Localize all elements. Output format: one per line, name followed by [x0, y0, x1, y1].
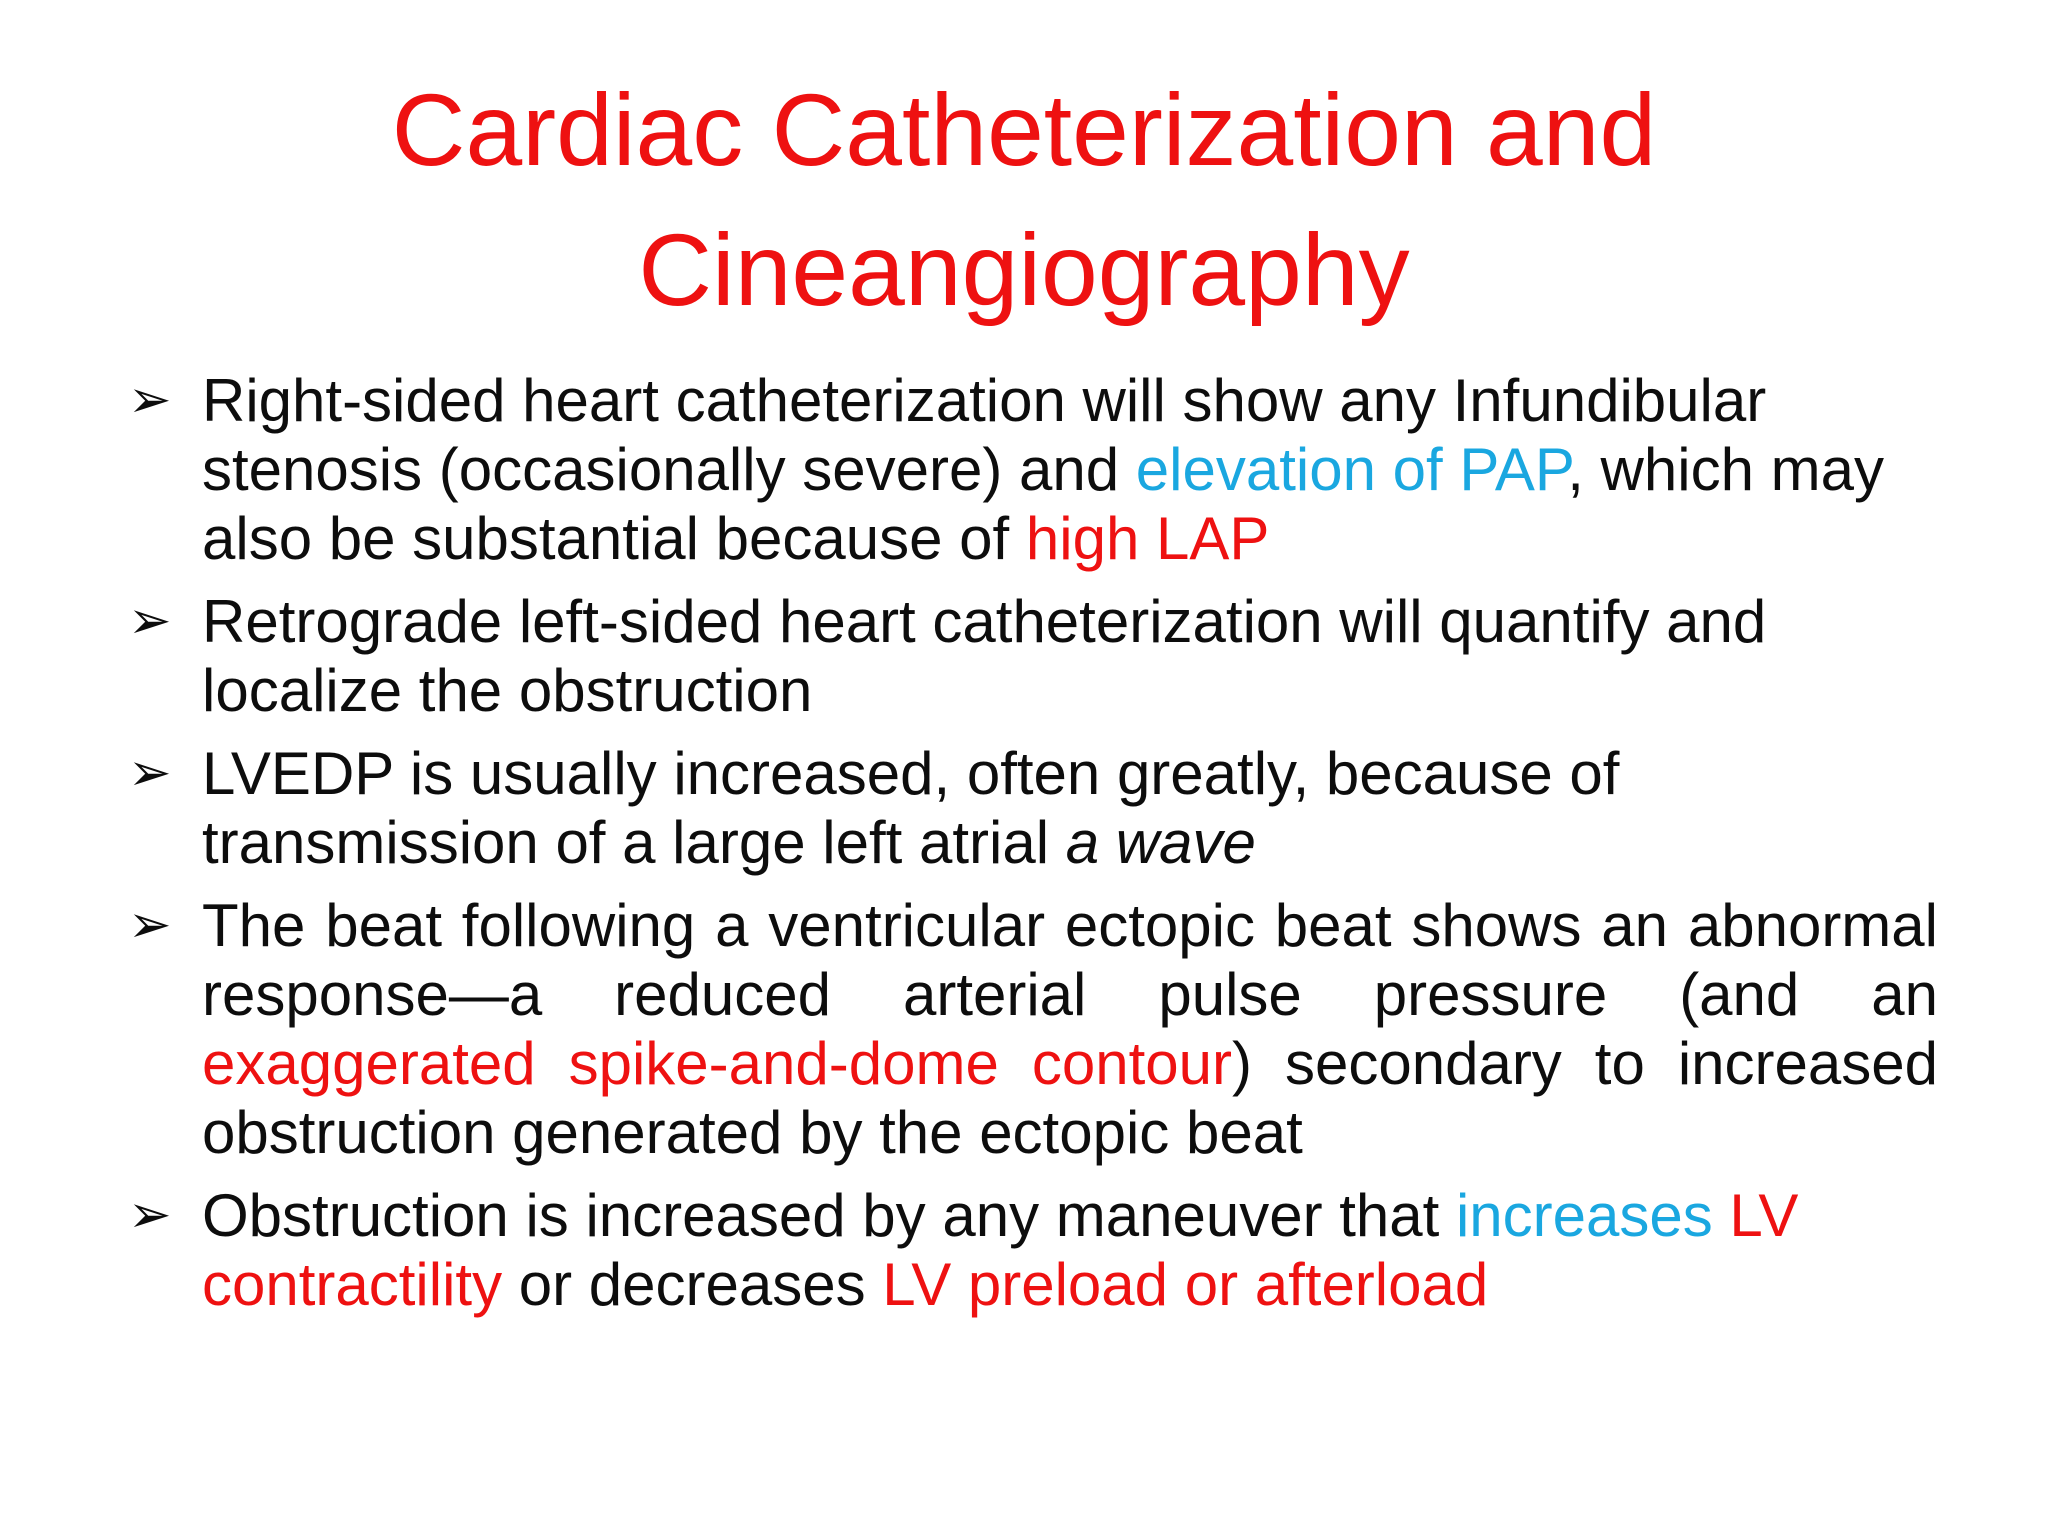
bullet-4-text-cont: ) secondary to increased obstruction generated by the ectopic beat — [202, 1030, 1939, 1166]
bullet-5-text: Obstruction is increased by any maneuver that — [202, 1182, 1456, 1249]
arrow-bullet-icon: ➢ — [128, 370, 172, 430]
bullet-1-text: Right-sided heart catheterization will show any Infundibular stenosis (occasionally severe) and — [202, 367, 1767, 503]
bullet-4-highlight-contour: exaggerated spike-and-dome contour — [202, 1030, 1232, 1097]
bullet-1-highlight-pap: elevation of PAP — [1135, 436, 1568, 503]
bullet-3-text: LVEDP is usually increased, often greatly, because of transmission of a large left atrial — [202, 740, 1620, 876]
title-line-1: Cardiac Catheterization and — [391, 73, 1657, 187]
bullet-5-text-cont: or decreases — [502, 1251, 883, 1318]
bullet-2-text: Retrograde left-sided heart catheterization will quantify and localize the obstruction — [202, 588, 1767, 724]
bullet-item-4 — [128, 891, 1938, 1167]
title-line-2: Cineangiography — [638, 213, 1410, 327]
arrow-bullet-icon: ➢ — [128, 1185, 172, 1245]
bullet-1-highlight-lap: high LAP — [1025, 505, 1270, 572]
bullet-1-text-cont: , which may also be substantial because of — [202, 436, 1884, 572]
arrow-bullet-icon: ➢ — [128, 895, 172, 955]
bullet-item-2 — [128, 587, 1938, 725]
bullet-item-5 — [128, 1181, 1938, 1319]
arrow-bullet-icon: ➢ — [128, 743, 172, 803]
bullet-5-highlight-preload: LV preload or afterload — [882, 1251, 1489, 1318]
bullet-3-italic-a-wave: a wave — [1065, 809, 1256, 876]
bullet-5-highlight-increases: increases — [1455, 1182, 1713, 1249]
bullet-item-1 — [128, 366, 1938, 573]
bullet-item-3 — [128, 739, 1938, 877]
bullet-5-highlight-contractility: LV contractility — [202, 1182, 1799, 1318]
slide-title — [0, 60, 2048, 340]
arrow-bullet-icon: ➢ — [128, 591, 172, 651]
bullet-4-text: The beat following a ventricular ectopic beat shows an abnormal response—a reduced arterial pulse pressure (and an — [202, 892, 1938, 1028]
bullet-list — [128, 366, 1938, 1333]
